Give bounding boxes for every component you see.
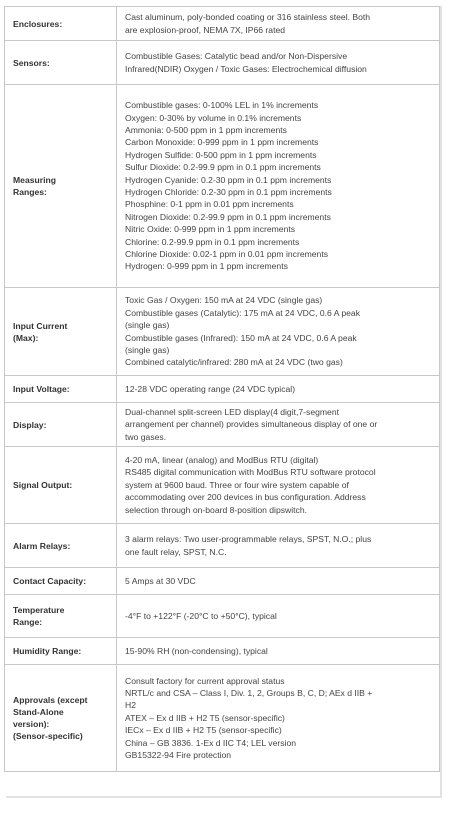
spec-label: Display: (13, 419, 47, 430)
spec-value-cell (117, 447, 440, 524)
spec-value-cell (117, 403, 440, 447)
spec-label: Enclosures: (13, 18, 63, 29)
spec-value-line: two gases. (125, 431, 167, 442)
spec-value-cell (117, 376, 440, 403)
spec-value-line: Nitric Oxide: 0-999 ppm in 1 ppm increments (125, 224, 296, 235)
spec-value-line: Sulfur Dioxide: 0.2-99.9 ppm in 0.1 ppm increments (125, 162, 321, 173)
spec-label: (Max): (13, 332, 39, 343)
spec-value-line: Ammonia: 0-500 ppm in 1 ppm increments (125, 124, 287, 135)
spec-label-cell (5, 7, 117, 41)
spec-value-line: accommodating over 200 devices in bus configuration. Address (125, 492, 366, 503)
spec-label: Signal Output: (13, 480, 73, 490)
spec-label-cell (5, 85, 117, 288)
spec-value-line: Combustible gases (Infrared): 150 mA at 24 VDC, 0.6 A peak (125, 332, 357, 343)
spec-value-line: 12-28 VDC operating range (24 VDC typical) (125, 383, 296, 394)
spec-value-line: one fault relay, SPST, N.C. (125, 546, 227, 557)
spec-value-line: Phosphine: 0-1 ppm in 0.01 ppm increments (125, 199, 294, 210)
spec-value-line: -4°F to +122°F (-20°C to +50°C), typical (125, 610, 277, 621)
spec-value-line: system at 9600 baud. Three or four wire system capable of (125, 479, 349, 490)
spec-value-line: Chlorine: 0.2-99.9 ppm in 0.1 ppm increments (125, 236, 300, 247)
spec-value-cell (117, 85, 440, 288)
spec-row (5, 568, 440, 595)
spec-value-line: Dual-channel split-screen LED display(4 digit,7-segment (125, 406, 339, 417)
spec-label: Alarm Relays: (13, 540, 71, 551)
spec-value-cell (117, 288, 440, 376)
spec-value-line: 5 Amps at 30 VDC (125, 575, 196, 586)
spec-label: Ranges: (13, 187, 47, 197)
spec-row (5, 41, 440, 85)
spec-row (5, 524, 440, 568)
spec-row (5, 376, 440, 403)
spec-label-cell (5, 288, 117, 376)
spec-label-cell (5, 41, 117, 85)
spec-value-cell (117, 524, 440, 568)
spec-value-line: IECx – Ex d IIB + H2 T5 (sensor-specific) (125, 725, 282, 736)
spec-value-line: GB15322-94 Fire protection (125, 750, 232, 761)
spec-row (5, 665, 440, 772)
spec-value-cell (117, 595, 440, 638)
spec-value-line: 15-90% RH (non-condensing), typical (125, 645, 268, 656)
spec-label: Contact Capacity: (13, 576, 87, 586)
spec-value-line: Cast aluminum, poly-bonded coating or 316 stainless steel. Both (125, 12, 371, 23)
spec-row (5, 85, 440, 288)
spec-value-line: Hydrogen: 0-999 ppm in 1 ppm increments (125, 261, 288, 272)
page-shadow-right (440, 6, 442, 796)
spec-value-line: Toxic Gas / Oxygen: 150 mA at 24 VDC (single gas) (125, 295, 323, 306)
spec-value-line: RS485 digital communication with ModBus RTU software protocol (125, 467, 376, 478)
spec-value-line: arrangement per channel) provides simultaneous display of one or (125, 419, 378, 430)
spec-label: Range: (13, 617, 43, 627)
spec-label: version): (13, 719, 50, 729)
spec-label: Humidity Range: (13, 646, 82, 656)
spec-label: Stand-Alone (13, 707, 64, 717)
spec-value-line: Combustible gases (Catalytic): 175 mA at 24 VDC, 0.6 A peak (125, 307, 361, 318)
spec-label-cell (5, 403, 117, 447)
spec-value-line: are explosion-proof, NEMA 7X, IP66 rated (125, 24, 286, 35)
spec-label: (Sensor-specific) (13, 731, 83, 741)
spec-value-line: Nitrogen Dioxide: 0.2-99.9 ppm in 0.1 ppm increments (125, 211, 331, 222)
spec-value-line: Hydrogen Chloride: 0.2-30 ppm in 0.1 ppm increments (125, 187, 332, 197)
spec-value-line: NRTL/c and CSA – Class I, Div. 1, 2, Groups B, C, D; AEx d IIB + (125, 687, 373, 698)
spec-value-cell (117, 638, 440, 665)
spec-label: Temperature (13, 605, 65, 615)
spec-sheet (4, 6, 440, 772)
spec-row (5, 7, 440, 41)
spec-label: Input Current (13, 320, 68, 331)
spec-value-line: ATEX – Ex d IIB + H2 T5 (sensor-specific) (125, 712, 285, 723)
spec-value-line: Chlorine Dioxide: 0.02-1 ppm in 0.01 ppm increments (125, 249, 329, 260)
spec-value-line: Oxygen: 0-30% by volume in 0.1% increments (125, 112, 302, 123)
spec-label-cell (5, 595, 117, 638)
spec-value-line: Combustible gases: 0-100% LEL in 1% increments (125, 100, 319, 111)
spec-value-cell (117, 41, 440, 85)
spec-row (5, 638, 440, 665)
spec-row (5, 288, 440, 376)
spec-label-cell (5, 665, 117, 772)
spec-value-line: China – GB 3836. 1-Ex d IIC T4; LEL version (125, 737, 297, 748)
spec-label: Measuring (13, 175, 56, 185)
spec-value-line: (single gas) (125, 344, 170, 355)
page-shadow-bottom (6, 796, 442, 798)
spec-value-cell (117, 665, 440, 772)
spec-value-line: H2 (125, 700, 136, 711)
spec-value-line: Carbon Monoxide: 0-999 ppm in 1 ppm increments (125, 137, 319, 148)
spec-value-line: Combined catalytic/infrared: 280 mA at 24 VDC (two gas) (125, 357, 343, 368)
spec-label: Approvals (except (13, 695, 88, 705)
spec-label-cell (5, 524, 117, 568)
spec-value-line: Infrared(NDIR) Oxygen / Toxic Gases: Electrochemical diffusion (125, 63, 367, 74)
spec-label-cell (5, 568, 117, 595)
spec-value-line: (single gas) (125, 320, 170, 331)
spec-label: Sensors: (13, 57, 50, 68)
spec-label-cell (5, 376, 117, 403)
spec-value-line: Combustible Gases: Catalytic bead and/or Non-Dispersive (125, 51, 348, 62)
spec-label-cell (5, 638, 117, 665)
spec-row (5, 447, 440, 524)
specifications-table (4, 6, 440, 772)
spec-label-cell (5, 447, 117, 524)
spec-value-line: Hydrogen Sulfide: 0-500 ppm in 1 ppm increments (125, 149, 317, 160)
spec-value-cell (117, 7, 440, 41)
spec-value-line: Hydrogen Cyanide: 0.2-30 ppm in 0.1 ppm increments (125, 174, 332, 185)
specifications-table-body (5, 7, 440, 772)
spec-value-line: Consult factory for current approval status (125, 675, 285, 686)
spec-label: Input Voltage: (13, 384, 70, 394)
spec-row (5, 595, 440, 638)
spec-value-line: 3 alarm relays: Two user-programmable relays, SPST, N.O.; plus (125, 534, 372, 545)
spec-row (5, 403, 440, 447)
spec-value-line: 4-20 mA, linear (analog) and ModBus RTU (digital) (125, 454, 319, 465)
spec-value-cell (117, 568, 440, 595)
spec-value-line: selection through on-board 8-position dipswitch. (125, 504, 308, 515)
